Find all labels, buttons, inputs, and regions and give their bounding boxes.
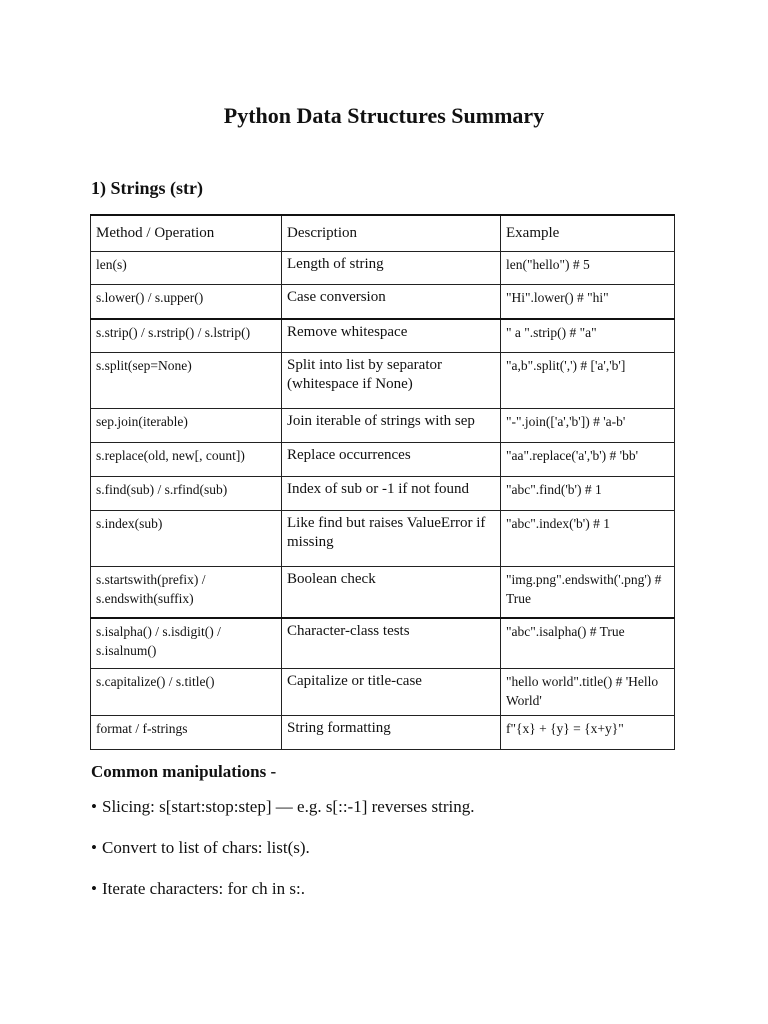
row-description: Replace occurrences <box>282 443 501 477</box>
row-description: Index of sub or -1 if not found <box>282 477 501 511</box>
row-example: "-".join(['a','b']) # 'a-b' <box>501 409 675 443</box>
table-row <box>91 409 675 443</box>
table-row <box>91 353 675 409</box>
list-item-text: Iterate characters: for ch in s:. <box>102 879 305 898</box>
manipulations-list <box>91 796 475 919</box>
header-example: Example <box>501 215 675 252</box>
row-method: sep.join(iterable) <box>91 409 282 443</box>
row-example: "a,b".split(',') # ['a','b'] <box>501 353 675 409</box>
row-description: Boolean check <box>282 567 501 618</box>
row-description: Character-class tests <box>282 618 501 669</box>
row-example: "abc".isalpha() # True <box>501 618 675 669</box>
row-method: len(s) <box>91 252 282 285</box>
row-example: "hello world".title() # 'Hello World' <box>501 669 675 716</box>
row-description: String formatting <box>282 716 501 750</box>
row-method: format / f-strings <box>91 716 282 750</box>
row-method: s.strip() / s.rstrip() / s.lstrip() <box>91 319 282 353</box>
row-example: "img.png".endswith('.png') # True <box>501 567 675 618</box>
header-method: Method / Operation <box>91 215 282 252</box>
table-row <box>91 567 675 618</box>
table-row <box>91 319 675 353</box>
row-description: Case conversion <box>282 285 501 319</box>
row-example: "Hi".lower() # "hi" <box>501 285 675 319</box>
table-row <box>91 511 675 567</box>
bullet-icon: • <box>91 797 97 816</box>
list-item-text: Convert to list of chars: list(s). <box>102 838 310 857</box>
page-title: Python Data Structures Summary <box>223 103 545 128</box>
bullet-icon: • <box>91 879 97 898</box>
row-example: " a ".strip() # "a" <box>501 319 675 353</box>
row-method: s.isalpha() / s.isdigit() / s.isalnum() <box>91 618 282 669</box>
header-description: Description <box>282 215 501 252</box>
common-manipulations-heading: Common manipulations - <box>91 762 277 781</box>
string-methods-table <box>90 214 675 750</box>
row-description: Split into list by separator (whitespace if None) <box>282 353 501 409</box>
table-row <box>91 618 675 669</box>
row-method: s.lower() / s.upper() <box>91 285 282 319</box>
table-row <box>91 443 675 477</box>
row-description: Capitalize or title-case <box>282 669 501 716</box>
table-header-row <box>91 215 675 252</box>
row-method: s.index(sub) <box>91 511 282 567</box>
section-heading: 1) Strings (str) <box>91 178 203 198</box>
table-row <box>91 669 675 716</box>
row-example: "abc".index('b') # 1 <box>501 511 675 567</box>
row-example: "aa".replace('a','b') # 'bb' <box>501 443 675 477</box>
table-row <box>91 716 675 750</box>
bullet-icon: • <box>91 838 97 857</box>
list-item <box>91 796 475 837</box>
row-method: s.replace(old, new[, count]) <box>91 443 282 477</box>
list-item <box>91 837 475 878</box>
table-row <box>91 477 675 511</box>
table-row <box>91 252 675 285</box>
list-item-text: Slicing: s[start:stop:step] — e.g. s[::-1] reverses string. <box>102 797 475 816</box>
row-description: Like find but raises ValueError if missing <box>282 511 501 567</box>
row-example: "abc".find('b') # 1 <box>501 477 675 511</box>
row-method: s.find(sub) / s.rfind(sub) <box>91 477 282 511</box>
row-method: s.split(sep=None) <box>91 353 282 409</box>
row-method: s.capitalize() / s.title() <box>91 669 282 716</box>
row-method: s.startswith(prefix) / s.endswith(suffix) <box>91 567 282 618</box>
list-item <box>91 878 475 919</box>
row-example: f"{x} + {y} = {x+y}" <box>501 716 675 750</box>
table-row <box>91 285 675 319</box>
row-description: Remove whitespace <box>282 319 501 353</box>
row-description: Join iterable of strings with sep <box>282 409 501 443</box>
row-example: len("hello") # 5 <box>501 252 675 285</box>
row-description: Length of string <box>282 252 501 285</box>
